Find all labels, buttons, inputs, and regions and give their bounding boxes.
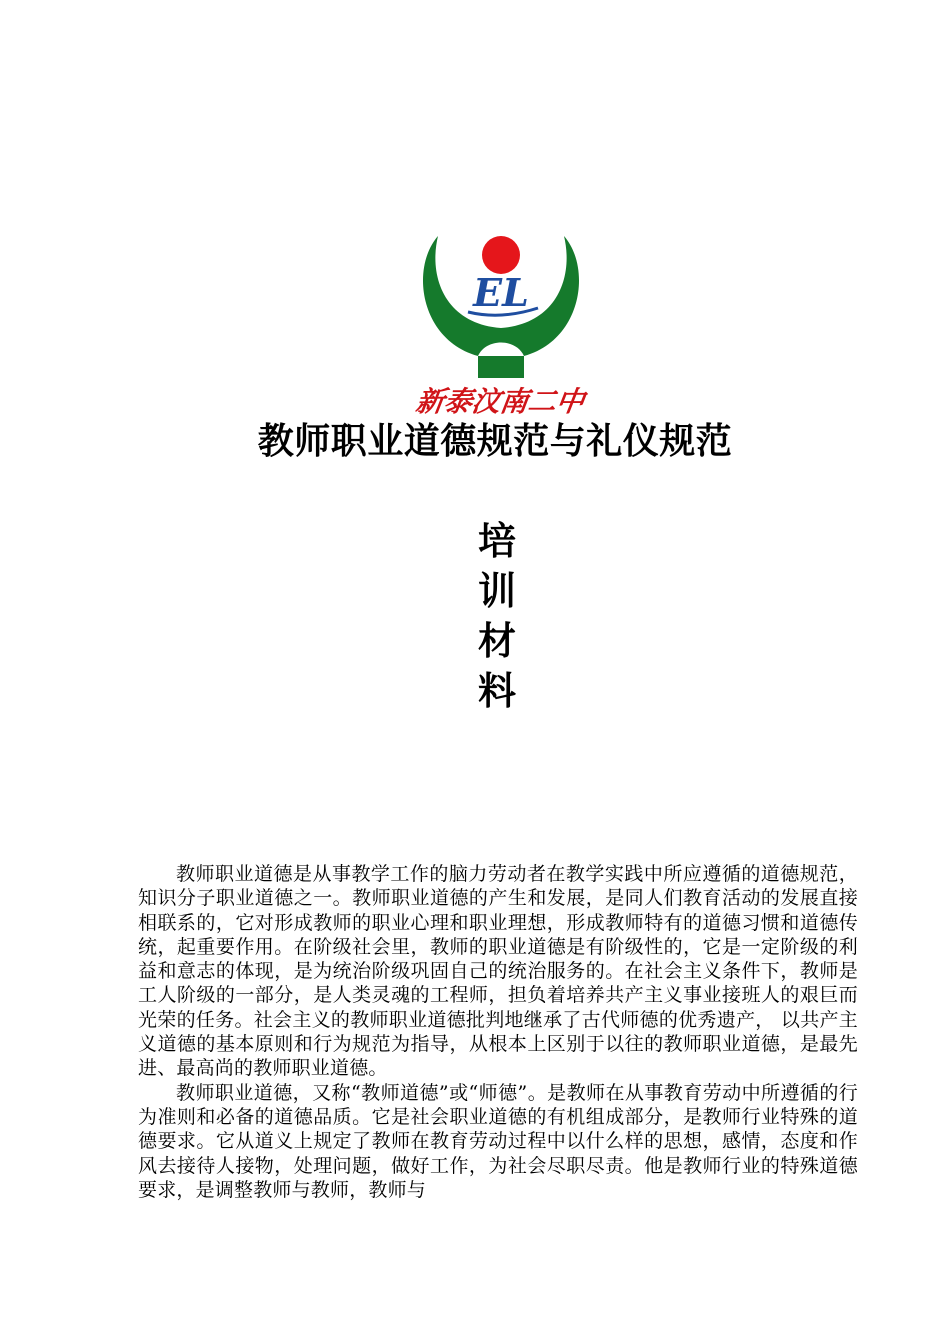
subtitle-char: 训 xyxy=(477,569,516,613)
body-text xyxy=(138,862,858,1202)
subtitle-char: 培 xyxy=(477,519,516,563)
subtitle-char: 材 xyxy=(477,619,516,663)
school-emblem-icon xyxy=(416,228,586,378)
vertical-subtitle xyxy=(472,516,522,716)
red-sun xyxy=(482,236,520,274)
subtitle-char: 料 xyxy=(477,669,516,713)
school-logo xyxy=(416,228,586,378)
document-title: 教师职业道德规范与礼仪规范 xyxy=(257,421,733,462)
school-name-calligraphy: 新泰汶南二中 xyxy=(413,385,587,418)
paragraph: 教师职业道德是从事教学工作的脑力劳动者在教学实践中所应遵循的道德规范，知识分子职业道德之一。教师职业道德的产生和发展，是同人们教育活动的发展直接相联系的，它对形成教师的职业心理和职业理想，形成教师特有的道德习惯和道德传统，起重要作用。在阶级社会里，教师的职业道德是有阶级性的，它是一定阶级的利益和意志的体现，是为统治阶级巩固自己的统治服务的。在社会主义条件下，教师是工人阶级的一部分，是人类灵魂的工程师，担负着培养共产主义事业接班人的艰巨而光荣的任务。社会主义的教师职业道德批判地继承了古代师德的优秀遗产， 以共产主义道德的基本原则和行为规范为指导，从根本上区别于以往的教师职业道德，是最先进、最高尚的教师职业道德。 xyxy=(138,863,858,1080)
paragraph: 教师职业道德，又称“教师道德”或“师德”。是教师在从事教育劳动中所遵循的行为准则和必备的道德品质。它是社会职业道德的有机组成部分，是教师行业特殊的道德要求。它从道义上规定了教师在教育劳动过程中以什么样的思想，感情，态度和作风去接待人接物，处理问题，做好工作，为社会尽职尽责。他是教师行业的特殊道德要求，是调整教师与教师，教师与 xyxy=(138,1081,858,1201)
logo-letters: EL xyxy=(473,270,529,315)
